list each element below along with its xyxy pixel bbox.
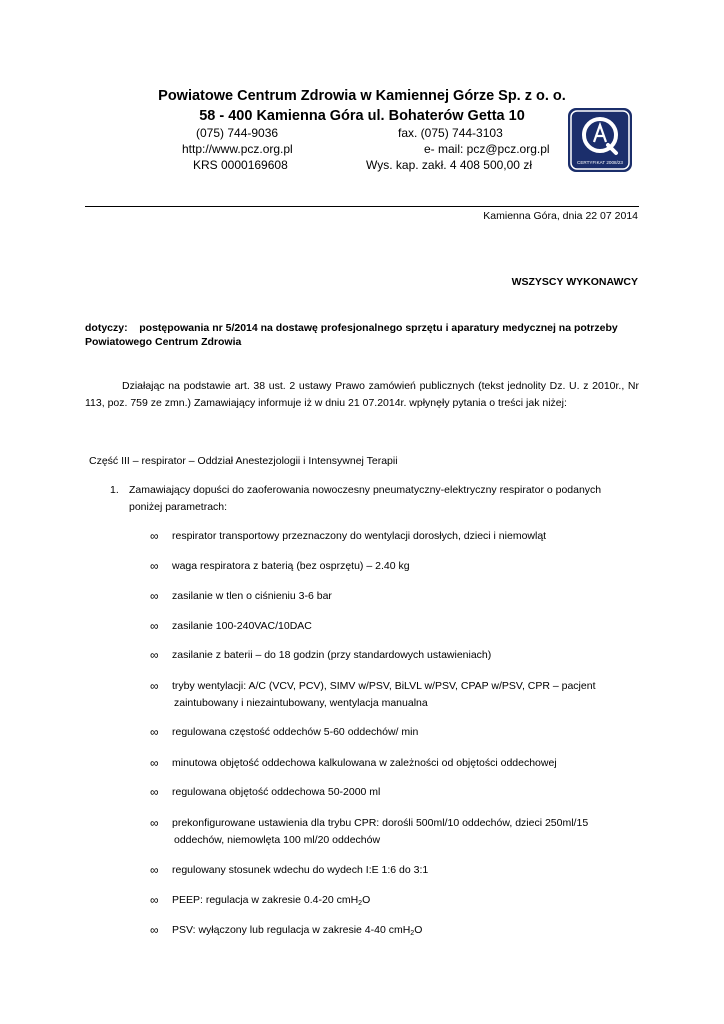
list-item-continuation: zaintubowany i niezaintubowany, wentylacja manualna — [174, 697, 428, 709]
bullet-symbol: ∞ — [150, 725, 159, 739]
website-link[interactable]: http://www.pcz.org.pl — [182, 142, 293, 156]
subscript: 2 — [410, 930, 415, 937]
bullet-symbol: ∞ — [150, 863, 159, 877]
item-text-end: O — [362, 894, 371, 906]
email-link[interactable]: e- mail: pcz@pcz.org.pl — [424, 142, 550, 156]
list-item — [172, 892, 370, 912]
question-number: 1. — [110, 484, 119, 496]
share-capital: Wys. kap. zakł. 4 408 500,00 zł — [366, 158, 532, 172]
company-address: 58 - 400 Kamienna Góra ul. Bohaterów Getta 10 — [199, 108, 525, 124]
bullet-symbol: ∞ — [150, 559, 159, 573]
fax-number: fax. (075) 744-3103 — [398, 126, 503, 140]
date-line: Kamienna Góra, dnia 22 07 2014 — [483, 210, 638, 222]
list-item: regulowana częstość oddechów 5-60 oddechów/ min — [172, 726, 419, 738]
bullet-symbol: ∞ — [150, 648, 159, 662]
section-heading: Część III – respirator – Oddział Anestezjologii i Intensywnej Terapii — [89, 455, 398, 467]
intro-paragraph: Działając na podstawie art. 38 ust. 2 ustawy Prawo zamówień publicznych (tekst jednolity Dz. U. z 2010r., Nr 113, poz. 759 ze zmn.) Zamawiający informuje iż w dniu 21 07.2014r. wpłynęły pytania o treści jak niżej: — [85, 380, 639, 409]
subscript: 2 — [358, 900, 363, 907]
krs-number: KRS 0000169608 — [193, 158, 288, 172]
list-item: minutowa objętość oddechowa kalkulowana w zależności od objętości oddechowej — [172, 757, 557, 769]
list-item: regulowany stosunek wdechu do wydech I:E 1:6 do 3:1 — [172, 864, 429, 876]
item-text-end: O — [414, 924, 423, 936]
list-item: tryby wentylacji: A/C (VCV, PCV), SIMV w/PSV, BiLVL w/PSV, CPAP w/PSV, CPR – pacjent — [172, 680, 596, 692]
bullet-symbol: ∞ — [150, 756, 159, 770]
addressee: WSZYSCY WYKONAWCY — [511, 276, 638, 288]
item-text: PSV: wyłączony lub regulacja w zakresie 4-40 cmH — [172, 924, 411, 936]
header-divider — [85, 206, 639, 207]
list-item: zasilanie 100-240VAC/10DAC — [172, 620, 312, 632]
bullet-symbol: ∞ — [150, 893, 159, 907]
list-item: zasilanie w tlen o ciśnieniu 3-6 bar — [172, 590, 332, 602]
certificate-caption: CERTYFIKAT 2008/23 — [577, 160, 623, 165]
bullet-symbol: ∞ — [150, 589, 159, 603]
list-item — [172, 922, 422, 942]
subject-text: postępowania nr 5/2014 na dostawę profesjonalnego sprzętu i aparatury medycznej na potrzeby — [139, 322, 618, 334]
list-item: respirator transportowy przeznaczony do wentylacji dorosłych, dzieci i niemowląt — [172, 530, 547, 542]
bullet-symbol: ∞ — [150, 923, 159, 937]
question-text-2: poniżej parametrach: — [129, 501, 228, 513]
list-item: zasilanie z baterii – do 18 godzin (przy standardowych ustawieniach) — [172, 649, 492, 661]
phone-number: (075) 744-9036 — [196, 126, 279, 140]
list-item: prekonfigurowane ustawienia dla trybu CPR: dorośli 500ml/10 oddechów, dzieci 250ml/15 — [172, 817, 589, 829]
quality-certificate-icon — [568, 108, 632, 172]
bullet-symbol: ∞ — [150, 785, 159, 799]
question-line-1: Zamawiający dopuści do zaoferowania nowoczesny pneumatyczny-elektryczny respirator o podanych — [129, 484, 602, 496]
subject-label: dotyczy: — [85, 322, 128, 334]
bullet-symbol: ∞ — [150, 679, 159, 693]
bullet-symbol: ∞ — [150, 816, 159, 830]
subject-line-2: Powiatowego Centrum Zdrowia — [85, 336, 242, 348]
question-text — [129, 482, 638, 499]
item-text: PEEP: regulacja w zakresie 0.4-20 cmH — [172, 894, 359, 906]
list-item-continuation: oddechów, niemowlęta 100 ml/20 oddechów — [174, 834, 381, 846]
bullet-symbol: ∞ — [150, 529, 159, 543]
list-item: regulowana objętość oddechowa 50-2000 ml — [172, 786, 381, 798]
company-name: Powiatowe Centrum Zdrowia w Kamiennej Górze Sp. z o. o. — [158, 88, 566, 104]
list-item: waga respiratora z baterią (bez osprzętu) – 2.40 kg — [172, 560, 410, 572]
bullet-symbol: ∞ — [150, 619, 159, 633]
